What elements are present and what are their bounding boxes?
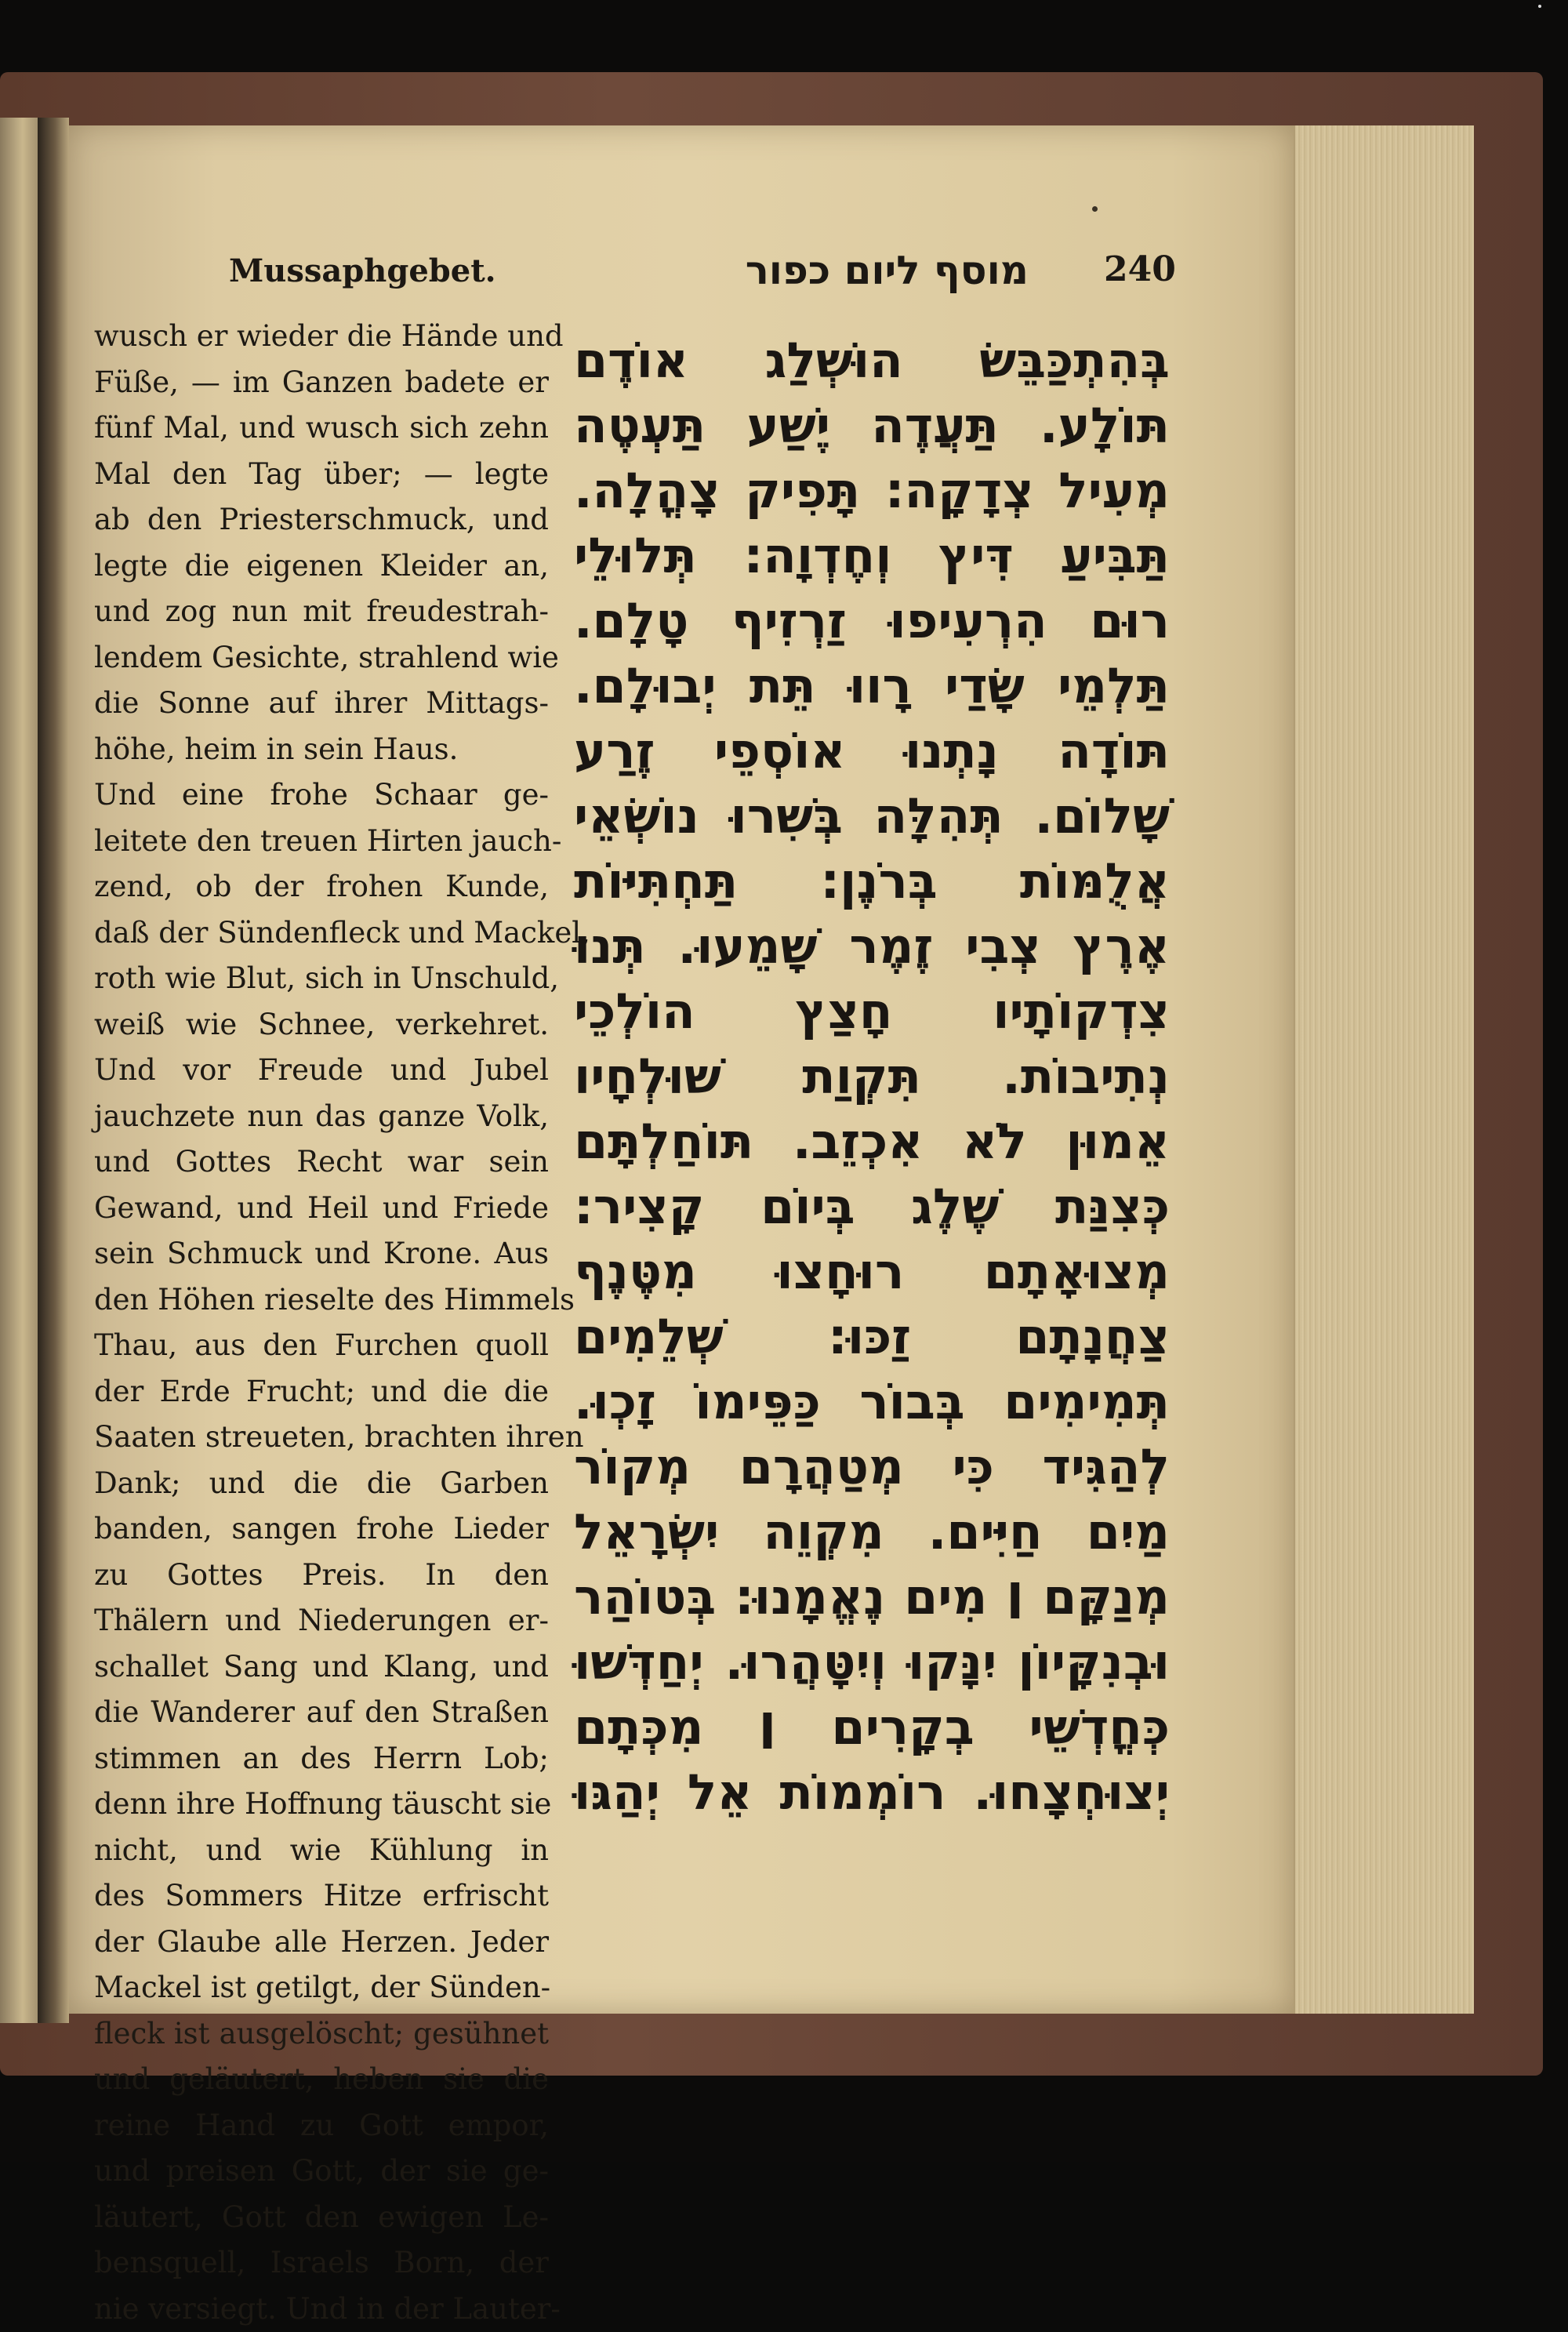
- german-line: zend, ob der frohen Kunde,: [94, 864, 549, 910]
- german-line: bensquell, Israels Born, der: [94, 2240, 549, 2287]
- german-line: stimmen an des Herrn Lob;: [94, 1736, 549, 1782]
- german-line: Thälern und Niederungen er-: [94, 1598, 549, 1644]
- german-line: Saaten streueten, brachten ihren: [94, 1415, 549, 1461]
- german-line: und preisen Gott, der sie ge-: [94, 2149, 549, 2195]
- german-line: Dank; und die die Garben: [94, 1461, 549, 1507]
- german-line: Mackel ist getilgt, der Sünden-: [94, 1965, 549, 2011]
- hebrew-line: מְעִיל צְדָקָה: תָּפִיק צָהֳלָה.: [574, 458, 1170, 523]
- hebrew-line: רוּם הִרְעִיפוּ זַרְזִיף טָלָם.: [574, 588, 1170, 653]
- german-line: ab den Priesterschmuck, und: [94, 497, 549, 543]
- hebrew-line: אֵמוּן לֹא אִכְזֵב. תּוֹחַלְתָּם: [574, 1109, 1170, 1174]
- german-line: des Sommers Hitze erfrischt: [94, 1873, 549, 1920]
- hebrew-line: כְּחֳדְשֵׁי בְקָרִים ׀ מִכְּתָם: [574, 1695, 1170, 1760]
- german-line: und geläutert, heben sie die: [94, 2057, 549, 2103]
- hebrew-line: מַיִם חַיִּים. מִקְוֵה יִשְׂרָאֵל: [574, 1499, 1170, 1564]
- page-number: 240: [1104, 249, 1176, 289]
- german-line: und Gottes Recht war sein: [94, 1139, 549, 1186]
- german-line: Und eine frohe Schaar ge-: [94, 772, 549, 819]
- german-line: daß der Sündenfleck und Mackel,: [94, 910, 549, 957]
- hebrew-line: אֶרֶץ צְבִי זֶמֶר שָׁמֵעוּ. תְּנוּ: [574, 914, 1170, 979]
- hebrew-line: בְּהִתְכַּבֵּשׂ הוּשְׁלַג אוֹדֶם: [574, 328, 1170, 393]
- book-gutter: [38, 118, 69, 2023]
- german-line: lendem Gesichte, strahlend wie: [94, 635, 549, 681]
- hebrew-line: כְּצִנַּת שֶׁלֶג בְּיוֹם קָצִיר:: [574, 1174, 1170, 1239]
- hebrew-text-column: [574, 328, 1170, 1825]
- running-head-german: Mussaphgebet.: [229, 252, 496, 289]
- german-line: den Höhen rieselte des Himmels: [94, 1277, 549, 1324]
- german-line: nicht, und wie Kühlung in: [94, 1828, 549, 1874]
- hebrew-line: צַחֲנָתָם זַכּוּ: שְׁלֵמִים: [574, 1304, 1170, 1369]
- hebrew-line: צִדְקוֹתָיו חָצַץ הוֹלְכֵי: [574, 979, 1170, 1044]
- running-head-hebrew: מוסף ליום כפור: [699, 248, 1029, 293]
- german-line: schallet Sang und Klang, und: [94, 1644, 549, 1691]
- german-line: reine Hand zu Gott empor,: [94, 2103, 549, 2149]
- german-line: sein Schmuck und Krone. Aus: [94, 1231, 549, 1277]
- german-line: Gewand, und Heil und Friede: [94, 1186, 549, 1232]
- german-line: die Wanderer auf den Straßen: [94, 1690, 549, 1736]
- german-line: höhe, heim in sein Haus.: [94, 727, 549, 773]
- german-line: jauchzete nun das ganze Volk,: [94, 1094, 549, 1140]
- german-line: läutert, Gott den ewigen Le-: [94, 2195, 549, 2241]
- german-line: Und vor Freude und Jubel: [94, 1048, 549, 1094]
- german-line: nie versiegt. Und in der Lauter-: [94, 2287, 549, 2332]
- german-line: der Erde Frucht; und die die: [94, 1369, 549, 1415]
- hebrew-line: נְתִיבוֹת. תִּקְוַת שׁוּלְחָיו: [574, 1044, 1170, 1109]
- german-line: und zog nun mit freudestrah-: [94, 589, 549, 635]
- german-line: banden, sangen frohe Lieder: [94, 1506, 549, 1553]
- german-text-column: [94, 314, 549, 2332]
- german-line: Mal den Tag über; — legte: [94, 452, 549, 498]
- hebrew-line: לְהַגִּיד כִּי מְטַהֲרָם מְקוֹר: [574, 1434, 1170, 1499]
- hebrew-line: יְצוּחְצָחוּ. רוֹמְמוֹת אֵל יְהַגּוּ: [574, 1760, 1170, 1825]
- german-line: legte die eigenen Kleider an,: [94, 543, 549, 590]
- german-line: fleck ist ausgelöscht; gesühnet: [94, 2011, 549, 2058]
- hebrew-line: מְצוּאָתָם רוּחָצוּ מִטֶּנֶף: [574, 1239, 1170, 1304]
- german-line: zu Gottes Preis. In den: [94, 1553, 549, 1599]
- hebrew-line: תַּבִּיעַ דִּיץ וְחֶדְוָה: תְּלוּלֵי: [574, 523, 1170, 588]
- hebrew-line: תַּלְמֵי שָׂדַי רָווּ תֵּת יְבוּלָם.: [574, 653, 1170, 718]
- previous-page-edge: [0, 118, 40, 2023]
- page-block-edges: [1294, 125, 1474, 2014]
- german-line: weiß wie Schnee, verkehret.: [94, 1002, 549, 1048]
- hebrew-line: שָׁלוֹם. תְּהִלָּה בְּשִׁרוּ נוֹשְׂאֵי: [574, 783, 1170, 848]
- hebrew-line: מְנַקָּם ׀ מִים נֶאֱמָנוּ: בְּטוֹהַר: [574, 1564, 1170, 1629]
- ink-dot: [1092, 206, 1098, 212]
- german-line: Füße, — im Ganzen badete er: [94, 360, 549, 406]
- hebrew-line: תּוֹלָע. תַּעֲדֶה יֶשַׁע תַּעְטֶה: [574, 393, 1170, 458]
- hebrew-line: וּבְנִקָּיוֹן יִנָּקוּ וְיִטָּהֲרוּ. יְחַדְּשׁוּ: [574, 1629, 1170, 1695]
- german-line: Thau, aus den Furchen quoll: [94, 1323, 549, 1369]
- german-line: die Sonne auf ihrer Mittags-: [94, 681, 549, 727]
- german-line: denn ihre Hoffnung täuscht sie: [94, 1782, 549, 1828]
- german-line: roth wie Blut, sich in Unschuld,: [94, 956, 549, 1002]
- hebrew-line: תּוֹדָה נָתְנוּ אוֹסְפֵי זֶרַע: [574, 718, 1170, 783]
- corner-speck: [1538, 5, 1541, 8]
- hebrew-line: אֲלֻמּוֹת בְּרֹנֶן: תַּחְתִּיּוֹת: [574, 848, 1170, 914]
- german-line: wusch er wieder die Hände und: [94, 314, 549, 360]
- german-line: leitete den treuen Hirten jauch-: [94, 819, 549, 865]
- german-line: fünf Mal, und wusch sich zehn: [94, 405, 549, 452]
- hebrew-line: תְּמִימִים בְּבוֹר כַּפֵּימוֹ זָכְוּ.: [574, 1369, 1170, 1434]
- german-line: der Glaube alle Herzen. Jeder: [94, 1920, 549, 1966]
